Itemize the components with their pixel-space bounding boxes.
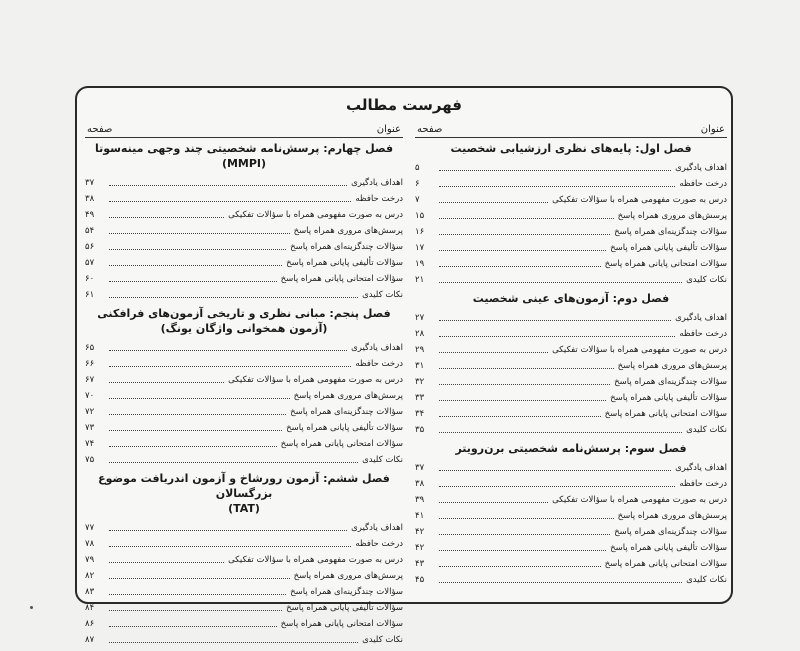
dot-leader: [439, 384, 610, 385]
toc-entry[interactable]: [85, 519, 403, 535]
toc-entry-label: سؤالات تألیفی پایانی همراه پاسخ: [610, 393, 727, 403]
toc-entry-page: ۲۱: [415, 275, 425, 285]
toc-entry[interactable]: [85, 551, 403, 567]
scan-speck: [30, 606, 33, 609]
toc-entry[interactable]: [415, 373, 727, 389]
toc-entry-page: ۴۹: [85, 210, 95, 220]
toc-entry-page: ۵: [415, 163, 420, 173]
toc-entry[interactable]: [85, 339, 403, 355]
toc-entry-label: سؤالات تألیفی پایانی همراه پاسخ: [286, 423, 403, 433]
dot-leader: [109, 462, 358, 463]
toc-entry-page: ۳۸: [85, 194, 95, 204]
toc-entry-page: ۵۶: [85, 242, 95, 252]
toc-entry[interactable]: [415, 255, 727, 271]
dot-leader: [109, 562, 224, 563]
toc-entry[interactable]: [415, 459, 727, 475]
chapter-section: [85, 306, 403, 467]
toc-entry-label: سؤالات چندگزینه‌ای همراه پاسخ: [614, 227, 727, 237]
dot-leader: [109, 249, 286, 250]
toc-entry-label: سؤالات امتحانی پایانی همراه پاسخ: [604, 259, 727, 269]
toc-entry-page: ۴۲: [415, 527, 425, 537]
dot-leader: [439, 432, 682, 433]
dot-leader: [109, 446, 277, 447]
toc-entry-page: ۷۵: [85, 455, 95, 465]
dot-leader: [439, 550, 606, 551]
dot-leader: [439, 368, 614, 369]
dot-leader: [109, 201, 351, 202]
toc-entry[interactable]: [85, 535, 403, 551]
toc-entry[interactable]: [415, 191, 727, 207]
dot-leader: [109, 366, 351, 367]
toc-entry-page: ۲۹: [415, 345, 425, 355]
column-header: [85, 124, 403, 138]
dot-leader: [439, 202, 548, 203]
dot-leader: [109, 430, 282, 431]
toc-entry[interactable]: [85, 355, 403, 371]
toc-entry-page: ۷۹: [85, 555, 95, 565]
toc-entry-page: ۷۳: [85, 423, 95, 433]
toc-entry-label: درس به صورت مفهومی همراه با سؤالات تفکیکی: [228, 555, 403, 565]
toc-entry-label: درخت حافظه: [355, 359, 403, 369]
dot-leader: [109, 578, 290, 579]
dot-leader: [109, 382, 224, 383]
column-header-page: صفحه: [87, 124, 113, 135]
toc-entry[interactable]: [415, 405, 727, 421]
toc-entry[interactable]: [415, 207, 727, 223]
dot-leader: [439, 352, 548, 353]
page-title: فهرست مطالب: [346, 96, 462, 114]
toc-entry-label: پرسش‌های مروری همراه پاسخ: [293, 226, 403, 236]
dot-leader: [109, 546, 351, 547]
column-header: [415, 124, 727, 138]
dot-leader: [109, 626, 277, 627]
toc-column-left: [85, 124, 403, 651]
toc-entry-page: ۷۷: [85, 523, 95, 533]
toc-entry-page: ۴۵: [415, 575, 425, 585]
toc-entry-label: پرسش‌های مروری همراه پاسخ: [617, 361, 727, 371]
chapter-section: [415, 141, 727, 287]
dot-leader: [439, 186, 675, 187]
toc-entry[interactable]: [415, 159, 727, 175]
toc-entry-page: ۱۶: [415, 227, 425, 237]
toc-entry[interactable]: [415, 475, 727, 491]
toc-entry[interactable]: [415, 223, 727, 239]
dot-leader: [109, 530, 347, 531]
toc-entry-label: سؤالات امتحانی پایانی همراه پاسخ: [280, 274, 403, 284]
toc-entry[interactable]: [85, 451, 403, 467]
toc-entry-page: ۳۴: [415, 409, 425, 419]
toc-entry-label: پرسش‌های مروری همراه پاسخ: [617, 511, 727, 521]
toc-entry-page: ۶: [415, 179, 420, 189]
toc-entry-label: سؤالات چندگزینه‌ای همراه پاسخ: [614, 377, 727, 387]
dot-leader: [439, 170, 671, 171]
toc-entry-page: ۶۰: [85, 274, 95, 284]
toc-entry[interactable]: [85, 599, 403, 615]
toc-entry-label: درس به صورت مفهومی همراه با سؤالات تفکیکی: [552, 345, 727, 355]
toc-entry-page: ۵۴: [85, 226, 95, 236]
toc-entry-page: ۶۶: [85, 359, 95, 369]
toc-entry-page: ۷۸: [85, 539, 95, 549]
dot-leader: [439, 250, 606, 251]
column-header-title: عنوان: [700, 124, 725, 135]
toc-entry-page: ۶۷: [85, 375, 95, 385]
toc-entry-label: سؤالات چندگزینه‌ای همراه پاسخ: [290, 587, 403, 597]
toc-entry-page: ۸۳: [85, 587, 95, 597]
toc-entry[interactable]: [85, 286, 403, 302]
toc-column-right: [415, 124, 727, 591]
toc-entry-label: نکات کلیدی: [686, 275, 727, 285]
chapter-section: [415, 291, 727, 437]
toc-entry-page: ۷۰: [85, 391, 95, 401]
toc-entry-page: ۶۵: [85, 343, 95, 353]
toc-entry[interactable]: [415, 175, 727, 191]
dot-leader: [439, 470, 671, 471]
dot-leader: [109, 297, 358, 298]
toc-entry-label: سؤالات چندگزینه‌ای همراه پاسخ: [614, 527, 727, 537]
toc-entry[interactable]: [85, 270, 403, 286]
toc-entry[interactable]: [415, 309, 727, 325]
toc-entry-page: ۳۲: [415, 377, 425, 387]
toc-entry-label: اهداف یادگیری: [675, 313, 727, 323]
toc-entry[interactable]: [85, 631, 403, 647]
dot-leader: [439, 336, 675, 337]
toc-entry[interactable]: [415, 507, 727, 523]
toc-entry-page: ۸۷: [85, 635, 95, 645]
dot-leader: [439, 400, 606, 401]
toc-entry-page: ۴۱: [415, 511, 425, 521]
toc-entry-label: اهداف یادگیری: [351, 523, 403, 533]
chapter-title: فصل ششم: آزمون رورشاخ و آزمون اندریافت موضوع بزرگسالان (TAT): [85, 471, 403, 516]
dot-leader: [439, 582, 682, 583]
toc-entry[interactable]: [415, 571, 727, 587]
toc-entry-label: سؤالات تألیفی پایانی همراه پاسخ: [286, 603, 403, 613]
chapter-title: فصل پنجم: مبانی نظری و تاریخی آزمون‌های فرافکنی (آزمون همخوانی واژگان یونگ): [85, 306, 403, 336]
chapter-section: [85, 471, 403, 647]
toc-entry-label: درخت حافظه: [679, 329, 727, 339]
toc-entry-page: ۸۶: [85, 619, 95, 629]
toc-entry-label: درس به صورت مفهومی همراه با سؤالات تفکیکی: [552, 495, 727, 505]
chapter-title: فصل دوم: آزمون‌های عینی شخصیت: [472, 292, 670, 305]
column-header-title: عنوان: [376, 124, 401, 135]
toc-entry-label: نکات کلیدی: [362, 635, 403, 645]
toc-entry-label: سؤالات تألیفی پایانی همراه پاسخ: [610, 243, 727, 253]
toc-entry-label: نکات کلیدی: [686, 575, 727, 585]
dot-leader: [109, 265, 282, 266]
toc-entry-label: اهداف یادگیری: [675, 163, 727, 173]
dot-leader: [439, 416, 601, 417]
toc-entry-label: سؤالات تألیفی پایانی همراه پاسخ: [286, 258, 403, 268]
chapter-subtitle: (TAT): [228, 502, 260, 515]
toc-entry-page: ۳۷: [85, 178, 95, 188]
toc-entry[interactable]: [85, 174, 403, 190]
toc-entry[interactable]: [415, 239, 727, 255]
toc-entry-page: ۳۹: [415, 495, 425, 505]
toc-entry-label: نکات کلیدی: [362, 290, 403, 300]
toc-entry-page: ۲۸: [415, 329, 425, 339]
toc-entry[interactable]: [85, 206, 403, 222]
toc-entry-page: ۱۷: [415, 243, 425, 253]
dot-leader: [109, 642, 358, 643]
toc-entry-label: درس به صورت مفهومی همراه با سؤالات تفکیکی: [228, 375, 403, 385]
toc-entry[interactable]: [85, 567, 403, 583]
toc-entry[interactable]: [85, 583, 403, 599]
toc-entry-page: ۱۹: [415, 259, 425, 269]
toc-entry-page: ۱۵: [415, 211, 425, 221]
chapter-section: [415, 441, 727, 587]
toc-entry-label: نکات کلیدی: [686, 425, 727, 435]
toc-entry[interactable]: [85, 387, 403, 403]
toc-entry[interactable]: [415, 271, 727, 287]
dot-leader: [109, 185, 347, 186]
toc-entry[interactable]: [415, 539, 727, 555]
toc-entry[interactable]: [85, 419, 403, 435]
chapter-title: فصل چهارم: پرسش‌نامه شخصیتی چند وجهی مینه‌سوتا (MMPI): [94, 142, 394, 170]
dot-leader: [439, 534, 610, 535]
toc-entry-page: ۳۵: [415, 425, 425, 435]
toc-entry-page: ۳۳: [415, 393, 425, 403]
toc-entry[interactable]: [85, 238, 403, 254]
column-header-page: صفحه: [417, 124, 443, 135]
dot-leader: [109, 594, 286, 595]
toc-entry-label: درخت حافظه: [679, 479, 727, 489]
toc-frame: [75, 86, 733, 645]
dot-leader: [439, 234, 610, 235]
dot-leader: [439, 320, 671, 321]
toc-entry[interactable]: [415, 389, 727, 405]
toc-entry-label: درس به صورت مفهومی همراه با سؤالات تفکیکی: [228, 210, 403, 220]
toc-entry[interactable]: [415, 555, 727, 571]
toc-entry-label: سؤالات امتحانی پایانی همراه پاسخ: [280, 619, 403, 629]
dot-leader: [109, 281, 277, 282]
toc-entry-page: ۷: [415, 195, 420, 205]
dot-leader: [439, 518, 614, 519]
toc-entry-page: ۳۷: [415, 463, 425, 473]
toc-entry-label: درس به صورت مفهومی همراه با سؤالات تفکیکی: [552, 195, 727, 205]
dot-leader: [439, 486, 675, 487]
chapter-title: فصل اول: پایه‌های نظری ارزشیابی شخصیت: [450, 142, 692, 155]
toc-entry-label: درخت حافظه: [355, 194, 403, 204]
toc-entry[interactable]: [415, 325, 727, 341]
toc-entry-page: ۶۱: [85, 290, 95, 300]
dot-leader: [439, 502, 548, 503]
toc-entry[interactable]: [415, 357, 727, 373]
toc-entry[interactable]: [85, 403, 403, 419]
toc-entry-label: پرسش‌های مروری همراه پاسخ: [293, 571, 403, 581]
dot-leader: [109, 217, 224, 218]
toc-entry-page: ۲۷: [415, 313, 425, 323]
dot-leader: [109, 350, 347, 351]
toc-entry-page: ۴۳: [415, 559, 425, 569]
toc-entry[interactable]: [85, 435, 403, 451]
toc-entry[interactable]: [415, 421, 727, 437]
toc-entry[interactable]: [415, 341, 727, 357]
dot-leader: [109, 233, 290, 234]
toc-entry-page: ۷۴: [85, 439, 95, 449]
toc-entry-label: پرسش‌های مروری همراه پاسخ: [293, 391, 403, 401]
toc-entry[interactable]: [415, 491, 727, 507]
toc-entry-label: اهداف یادگیری: [351, 178, 403, 188]
toc-entry-label: اهداف یادگیری: [351, 343, 403, 353]
dot-leader: [109, 610, 282, 611]
toc-entry-label: نکات کلیدی: [362, 455, 403, 465]
toc-entry-page: ۳۸: [415, 479, 425, 489]
toc-entry[interactable]: [415, 523, 727, 539]
toc-entry-label: سؤالات امتحانی پایانی همراه پاسخ: [280, 439, 403, 449]
chapter-section: [85, 141, 403, 302]
toc-entry-label: درخت حافظه: [355, 539, 403, 549]
chapter-title: فصل سوم: پرسش‌نامه شخصیتی برن‌رویتر: [455, 442, 687, 455]
toc-entry[interactable]: [85, 371, 403, 387]
toc-entry[interactable]: [85, 254, 403, 270]
toc-entry-page: ۴۲: [415, 543, 425, 553]
toc-entry[interactable]: [85, 222, 403, 238]
dot-leader: [439, 282, 682, 283]
toc-entry-label: درخت حافظه: [679, 179, 727, 189]
toc-entry-label: اهداف یادگیری: [675, 463, 727, 473]
dot-leader: [439, 218, 614, 219]
dot-leader: [439, 566, 601, 567]
toc-entry[interactable]: [85, 190, 403, 206]
toc-entry-page: ۸۲: [85, 571, 95, 581]
toc-entry[interactable]: [85, 615, 403, 631]
toc-entry-page: ۵۷: [85, 258, 95, 268]
toc-entry-label: سؤالات امتحانی پایانی همراه پاسخ: [604, 409, 727, 419]
toc-entry-label: سؤالات تألیفی پایانی همراه پاسخ: [610, 543, 727, 553]
toc-entry-label: سؤالات امتحانی پایانی همراه پاسخ: [604, 559, 727, 569]
toc-entry-label: سؤالات چندگزینه‌ای همراه پاسخ: [290, 242, 403, 252]
toc-entry-page: ۷۲: [85, 407, 95, 417]
toc-entry-page: ۳۱: [415, 361, 425, 371]
dot-leader: [439, 266, 601, 267]
dot-leader: [109, 398, 290, 399]
toc-entry-label: سؤالات چندگزینه‌ای همراه پاسخ: [290, 407, 403, 417]
chapter-subtitle: (آزمون همخوانی واژگان یونگ): [160, 322, 328, 335]
toc-entry-label: پرسش‌های مروری همراه پاسخ: [617, 211, 727, 221]
dot-leader: [109, 414, 286, 415]
toc-entry-page: ۸۴: [85, 603, 95, 613]
